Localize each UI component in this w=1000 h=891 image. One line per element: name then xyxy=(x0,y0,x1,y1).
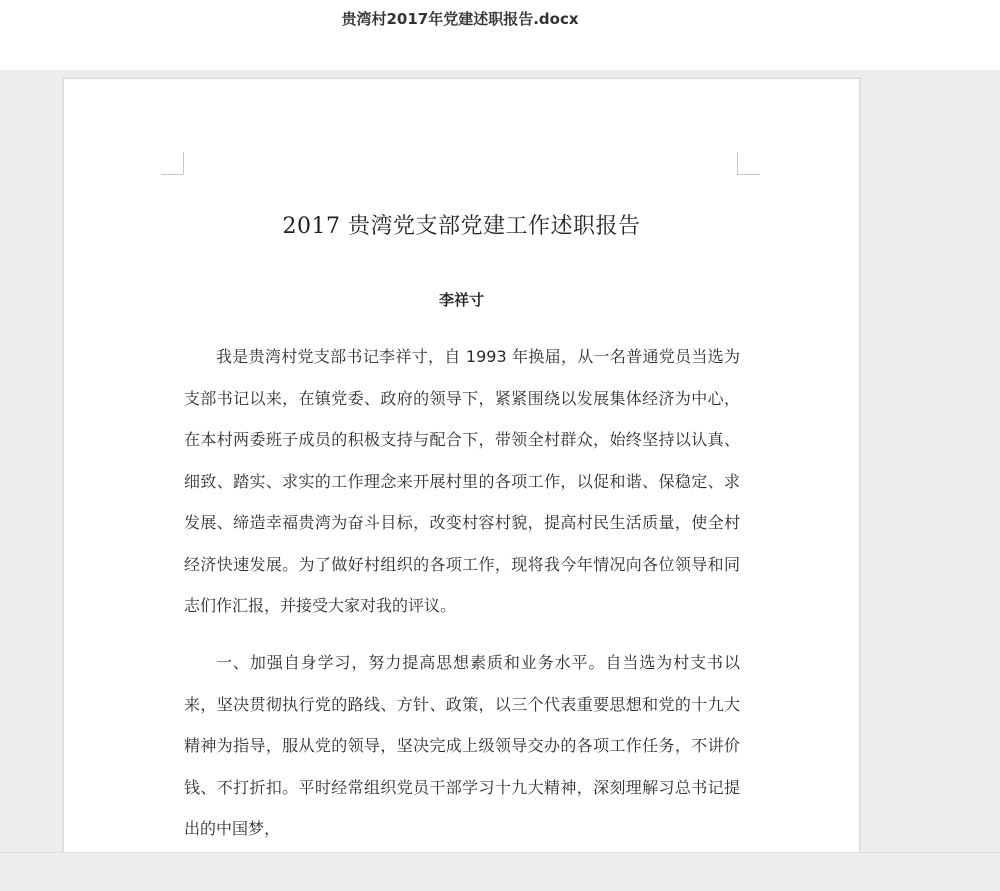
paragraph: 我是贵湾村党支部书记李祥寸，自 1993 年换届，从一名普通党员当选为支部书记以来，在镇党委、政府的领导下，紧紧围绕以发展集体经济为中心，在本村两委班子成员的积极支持与配合下，带领全村群众，始终坚持以认真、细致、踏实、求实的工作理念来开展村里的各项工作，以促和谐、保稳定、求发展、缔造幸福贵湾为奋斗目标，改变村容村貌，提高村民生活质量，使全村经济快速发展。为了做好村组织的各项工作，现将我今年情况向各位领导和同志们作汇报，并接受大家对我的评议。 xyxy=(184,347,740,615)
document-page[interactable] xyxy=(63,78,860,870)
file-title: 贵湾村2017年党建述职报告.docx xyxy=(341,10,579,28)
margin-corner-top-right xyxy=(737,152,760,175)
bottom-bar xyxy=(0,852,1000,891)
document-author: 李祥寸 xyxy=(438,291,484,309)
document-title: 2017 贵湾党支部党建工作述职报告 xyxy=(282,214,641,239)
paragraph: 一、加强自身学习，努力提高思想素质和业务水平。自当选为村支书以来，坚决贯彻执行党的路线、方针、政策，以三个代表重要思想和党的十九大精神为指导，服从党的领导，坚决完成上级领导交办的各项工作任务，不讲价钱、不打折扣。平时经常组织党员干部学习十九大精神，深刻理解习总书记提出的中国梦， xyxy=(184,653,740,838)
title-bar xyxy=(0,0,1000,70)
margin-corner-top-left xyxy=(161,152,184,175)
